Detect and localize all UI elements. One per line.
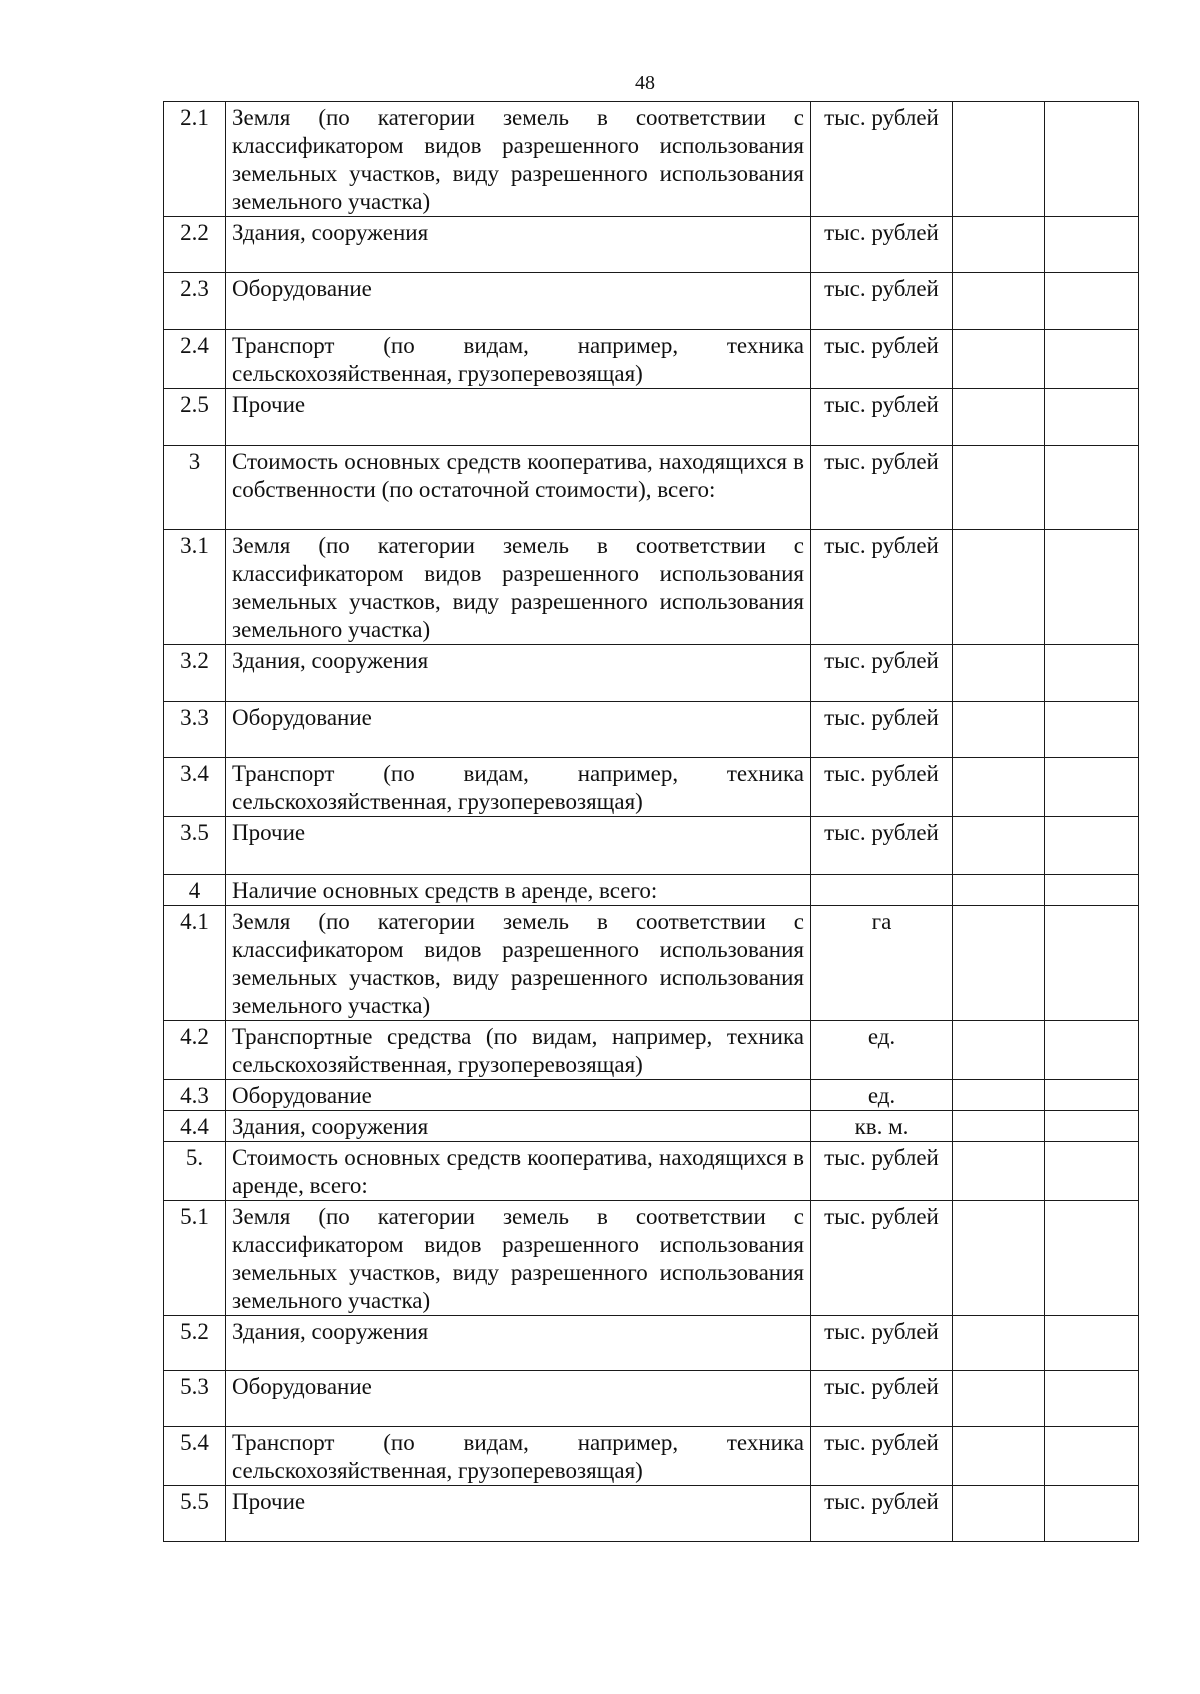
- row-number: 4.3: [164, 1080, 226, 1111]
- unit-of-measure: тыс. рублей: [811, 1316, 953, 1371]
- row-number: 3.3: [164, 702, 226, 758]
- value-cell-1: [953, 906, 1045, 1021]
- value-cell-2: [1045, 1021, 1139, 1080]
- value-cell-1: [953, 1021, 1045, 1080]
- value-cell-1: [953, 758, 1045, 817]
- table-row: [164, 330, 1139, 389]
- value-cell-1: [953, 102, 1045, 217]
- indicator-name: Наличие основных средств в аренде, всего:: [226, 875, 811, 906]
- row-number: 3.2: [164, 645, 226, 702]
- value-cell-1: [953, 1316, 1045, 1371]
- table-row: [164, 1021, 1139, 1080]
- value-cell-1: [953, 273, 1045, 330]
- value-cell-1: [953, 530, 1045, 645]
- value-cell-1: [953, 1371, 1045, 1427]
- unit-of-measure: тыс. рублей: [811, 1486, 953, 1542]
- row-number: 2.2: [164, 217, 226, 273]
- value-cell-1: [953, 817, 1045, 875]
- row-number: 5.2: [164, 1316, 226, 1371]
- value-cell-2: [1045, 906, 1139, 1021]
- value-cell-2: [1045, 645, 1139, 702]
- unit-of-measure: га: [811, 906, 953, 1021]
- row-number: 4.2: [164, 1021, 226, 1080]
- table-row: [164, 906, 1139, 1021]
- value-cell-2: [1045, 102, 1139, 217]
- row-number: 2.4: [164, 330, 226, 389]
- unit-of-measure: ед.: [811, 1021, 953, 1080]
- indicator-name: Транспортные средства (по видам, например, техника сельскохозяйственная, грузоперевозящая): [226, 1021, 811, 1080]
- row-number: 3.1: [164, 530, 226, 645]
- value-cell-1: [953, 875, 1045, 906]
- indicator-name: Стоимость основных средств кооператива, находящихся в аренде, всего:: [226, 1142, 811, 1201]
- row-number: 2.1: [164, 102, 226, 217]
- row-number: 3.5: [164, 817, 226, 875]
- value-cell-2: [1045, 217, 1139, 273]
- table-row: [164, 530, 1139, 645]
- unit-of-measure: тыс. рублей: [811, 1201, 953, 1316]
- unit-of-measure: тыс. рублей: [811, 1427, 953, 1486]
- value-cell-2: [1045, 1142, 1139, 1201]
- table-row: [164, 1080, 1139, 1111]
- indicator-name: Земля (по категории земель в соответствии с классификатором видов разрешенного использования земельных участков, виду разрешенного использования земельного участка): [226, 906, 811, 1021]
- indicator-name: Транспорт (по видам, например, техника сельскохозяйственная, грузоперевозящая): [226, 758, 811, 817]
- unit-of-measure: тыс. рублей: [811, 389, 953, 446]
- table-row: [164, 1316, 1139, 1371]
- indicator-name: Земля (по категории земель в соответствии с классификатором видов разрешенного использования земельных участков, виду разрешенного использования земельного участка): [226, 530, 811, 645]
- value-cell-2: [1045, 1080, 1139, 1111]
- table-row: [164, 758, 1139, 817]
- indicator-name: Оборудование: [226, 1371, 811, 1427]
- value-cell-1: [953, 1142, 1045, 1201]
- unit-of-measure: ед.: [811, 1080, 953, 1111]
- value-cell-2: [1045, 1316, 1139, 1371]
- value-cell-1: [953, 1201, 1045, 1316]
- value-cell-2: [1045, 389, 1139, 446]
- table-row: [164, 217, 1139, 273]
- indicator-name: Прочие: [226, 817, 811, 875]
- indicator-name: Оборудование: [226, 273, 811, 330]
- indicator-name: Оборудование: [226, 1080, 811, 1111]
- unit-of-measure: [811, 875, 953, 906]
- unit-of-measure: тыс. рублей: [811, 645, 953, 702]
- indicators-table: [163, 101, 1139, 1542]
- value-cell-2: [1045, 446, 1139, 530]
- table-row: [164, 1371, 1139, 1427]
- row-number: 4.4: [164, 1111, 226, 1142]
- table-row: [164, 102, 1139, 217]
- row-number: 2.3: [164, 273, 226, 330]
- unit-of-measure: тыс. рублей: [811, 530, 953, 645]
- indicator-name: Земля (по категории земель в соответствии с классификатором видов разрешенного использования земельных участков, виду разрешенного использования земельного участка): [226, 1201, 811, 1316]
- value-cell-1: [953, 446, 1045, 530]
- value-cell-1: [953, 1486, 1045, 1542]
- unit-of-measure: тыс. рублей: [811, 1371, 953, 1427]
- unit-of-measure: тыс. рублей: [811, 758, 953, 817]
- table-body: [164, 102, 1139, 1542]
- table-row: [164, 1142, 1139, 1201]
- value-cell-1: [953, 217, 1045, 273]
- row-number: 4: [164, 875, 226, 906]
- value-cell-2: [1045, 1486, 1139, 1542]
- table-row: [164, 1486, 1139, 1542]
- value-cell-2: [1045, 1201, 1139, 1316]
- indicator-name: Здания, сооружения: [226, 1316, 811, 1371]
- row-number: 5.1: [164, 1201, 226, 1316]
- row-number: 5.5: [164, 1486, 226, 1542]
- row-number: 5.: [164, 1142, 226, 1201]
- unit-of-measure: тыс. рублей: [811, 817, 953, 875]
- value-cell-2: [1045, 330, 1139, 389]
- table-row: [164, 645, 1139, 702]
- table-row: [164, 1201, 1139, 1316]
- table-row: [164, 389, 1139, 446]
- value-cell-2: [1045, 1111, 1139, 1142]
- unit-of-measure: тыс. рублей: [811, 330, 953, 389]
- indicator-name: Транспорт (по видам, например, техника сельскохозяйственная, грузоперевозящая): [226, 330, 811, 389]
- unit-of-measure: тыс. рублей: [811, 1142, 953, 1201]
- table-row: [164, 1111, 1139, 1142]
- page-number: 48: [635, 72, 655, 94]
- row-number: 5.3: [164, 1371, 226, 1427]
- row-number: 4.1: [164, 906, 226, 1021]
- indicator-name: Стоимость основных средств кооператива, находящихся в собственности (по остаточной стоимости), всего:: [226, 446, 811, 530]
- table-row: [164, 273, 1139, 330]
- unit-of-measure: тыс. рублей: [811, 446, 953, 530]
- table-row: [164, 875, 1139, 906]
- value-cell-2: [1045, 1427, 1139, 1486]
- table-row: [164, 446, 1139, 530]
- row-number: 3: [164, 446, 226, 530]
- value-cell-2: [1045, 530, 1139, 645]
- value-cell-1: [953, 645, 1045, 702]
- row-number: 2.5: [164, 389, 226, 446]
- indicator-name: Оборудование: [226, 702, 811, 758]
- table-row: [164, 1427, 1139, 1486]
- table-row: [164, 817, 1139, 875]
- value-cell-1: [953, 1427, 1045, 1486]
- indicator-name: Прочие: [226, 389, 811, 446]
- value-cell-2: [1045, 273, 1139, 330]
- unit-of-measure: тыс. рублей: [811, 273, 953, 330]
- value-cell-1: [953, 1080, 1045, 1111]
- unit-of-measure: кв. м.: [811, 1111, 953, 1142]
- value-cell-1: [953, 389, 1045, 446]
- row-number: 3.4: [164, 758, 226, 817]
- value-cell-1: [953, 330, 1045, 389]
- row-number: 5.4: [164, 1427, 226, 1486]
- value-cell-2: [1045, 702, 1139, 758]
- unit-of-measure: тыс. рублей: [811, 102, 953, 217]
- unit-of-measure: тыс. рублей: [811, 217, 953, 273]
- indicator-name: Земля (по категории земель в соответствии с классификатором видов разрешенного использования земельных участков, виду разрешенного использования земельного участка): [226, 102, 811, 217]
- value-cell-2: [1045, 817, 1139, 875]
- indicator-name: Транспорт (по видам, например, техника сельскохозяйственная, грузоперевозящая): [226, 1427, 811, 1486]
- value-cell-2: [1045, 875, 1139, 906]
- unit-of-measure: тыс. рублей: [811, 702, 953, 758]
- value-cell-1: [953, 702, 1045, 758]
- indicator-name: Прочие: [226, 1486, 811, 1542]
- table-row: [164, 702, 1139, 758]
- indicator-name: Здания, сооружения: [226, 1111, 811, 1142]
- value-cell-1: [953, 1111, 1045, 1142]
- indicator-name: Здания, сооружения: [226, 217, 811, 273]
- value-cell-2: [1045, 758, 1139, 817]
- indicator-name: Здания, сооружения: [226, 645, 811, 702]
- value-cell-2: [1045, 1371, 1139, 1427]
